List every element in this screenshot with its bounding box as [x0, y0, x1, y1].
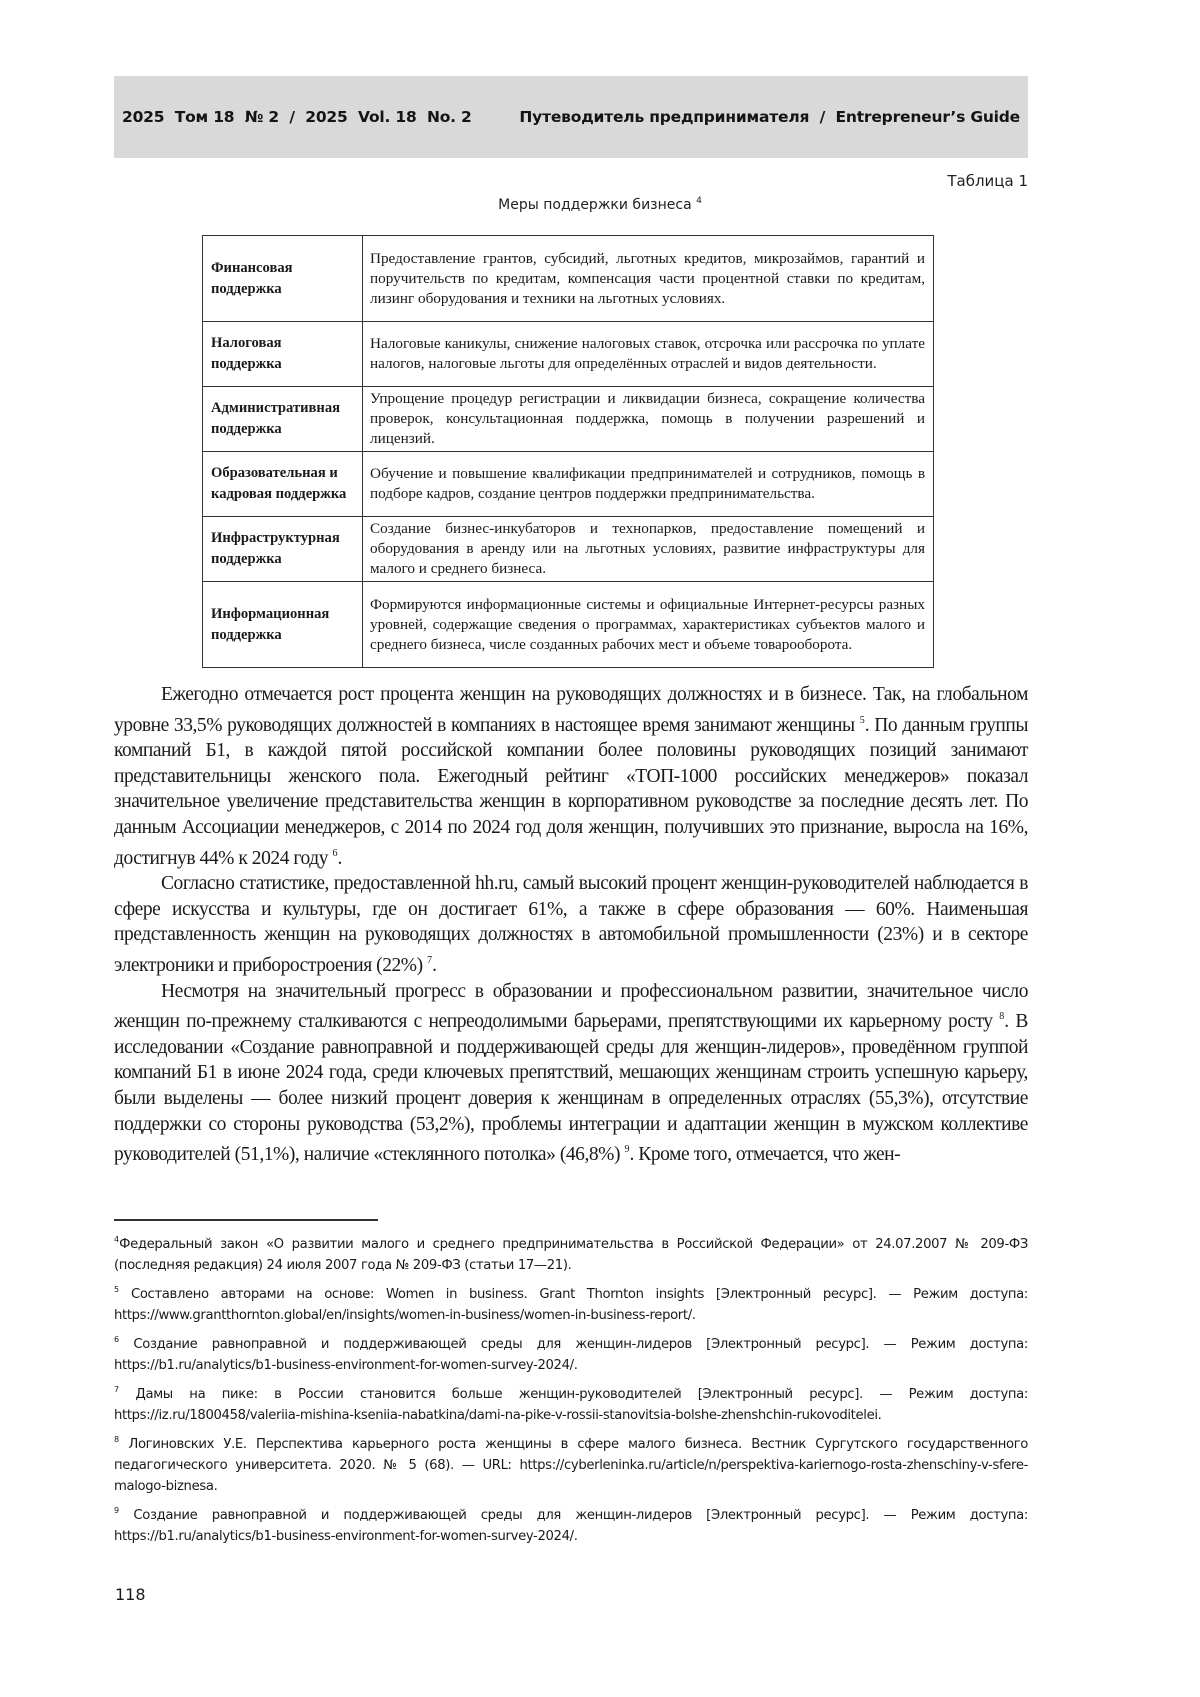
footnote-text: Федеральный закон «О развитии малого и среднего предпринимательства в Российской Федерации» от 24.07.2007 № 209-ФЗ (последняя редакция) 24 июля 2007 года № 209-ФЗ (статьи 17—21). — [114, 1237, 1028, 1273]
footnote — [114, 1379, 1028, 1426]
paragraph-text: Согласно статистике, предоставленной hh.ru, самый высокий процент женщин-руководителей наблюдается в сфере искусства и культуры, где он достигает 61%, а также в сфере образования — 60%. Наименьшая представленность женщин на руководящих должностях в автомобильной промышленности (23%) и в секторе электроники и приборостроения (22%) — [114, 873, 1028, 976]
footnote-ref[interactable]: 6 — [332, 847, 338, 859]
table-row — [203, 452, 934, 517]
footnote-number: 6 — [114, 1335, 120, 1344]
table-cell-description: Налоговые каникулы, снижение налоговых ставок, отсрочка или рассрочка по уплате налогов, налоговые льготы для определённых отраслей и видов деятельности. — [363, 322, 934, 387]
paragraph-text: . В исследовании «Создание равноправной и поддерживающей среды для женщин-лидеров», проведённом группой компаний Б1 в июне 2024 года, среди ключевых препятствий, мешающих женщинам строить успешную карьеру, были выделены — более низкий процент доверия к женщинам в определенных отраслях (55,3%), отсутствие поддержки со стороны руководства (53,2%), проблемы интеграции и адаптации женщин в мужском коллективе руководителей (51,1%), наличие «стеклянного потолка» (46,8%) — [114, 1011, 1028, 1166]
table-row — [203, 582, 934, 668]
table-cell-category: Административная поддержка — [203, 387, 363, 452]
article-body — [114, 682, 1028, 1168]
table-title-text: Меры поддержки бизнеса — [498, 197, 692, 213]
table-cell-category: Информационная поддержка — [203, 582, 363, 668]
footnote-ref[interactable]: 8 — [999, 1011, 1005, 1023]
footnote-number: 8 — [114, 1435, 120, 1444]
paragraph-text: . Кроме того, отмечается, что жен- — [629, 1144, 901, 1166]
table-row — [203, 322, 934, 387]
footnote-text: Составлено авторами на основе: Women in business. Grant Thornton insights [Электронный ресурс]. — Режим доступа: https://www.grantthornton.global/en/insights/women-in-business/women-in-business-report/. — [114, 1287, 1028, 1323]
footnote-ref[interactable]: 9 — [624, 1144, 630, 1156]
page-number: 118 — [115, 1585, 146, 1604]
table-label: Таблица 1 — [947, 172, 1028, 190]
table-cell-description: Упрощение процедур регистрации и ликвидации бизнеса, сокращение количества проверок, консультационная поддержка, помощь в получении разрешений и лицензий. — [363, 387, 934, 452]
table-cell-category: Инфраструктурная поддержка — [203, 517, 363, 582]
running-header — [114, 76, 1028, 158]
table-row — [203, 387, 934, 452]
footnote-ref[interactable]: 5 — [859, 714, 865, 726]
table-title-footnote-ref[interactable]: 4 — [696, 196, 702, 206]
footnote — [114, 1329, 1028, 1376]
footnote-text: Создание равноправной и поддерживающей среды для женщин-лидеров [Электронный ресурс]. — Режим доступа: https://b1.ru/analytics/b1-business-environment-for-women-survey-2024/. — [114, 1508, 1028, 1544]
table-cell-description: Создание бизнес-инкубаторов и технопарков, предоставление помещений и оборудования в аренду или на льготных условиях, развитие инфраструктуры для малого и среднего бизнеса. — [363, 517, 934, 582]
table-row — [203, 517, 934, 582]
footnote-ref[interactable]: 7 — [427, 954, 433, 966]
table-row — [203, 236, 934, 322]
footnote — [114, 1229, 1028, 1276]
table-cell-description: Обучение и повышение квалификации предпринимателей и сотрудников, помощь в подборе кадров, создание центров поддержки предпринимательства. — [363, 452, 934, 517]
paragraph-text: . По данным группы компаний Б1, в каждой пятой российской компании более половины руководящих позиций занимают представительницы женского пола. Ежегодный рейтинг «ТОП-1000 российских менеджеров» показал значительное увеличение представительства женщин в корпоративном руководстве за последние десять лет. По данным Ассоциации менеджеров, с 2014 по 2024 год доля женщин, получивших это признание, выросла на 16%, достигнув 44% к 2024 году — [114, 714, 1028, 869]
paragraph-text: . — [432, 954, 437, 976]
table-cell-category: Финансовая поддержка — [203, 236, 363, 322]
table-title — [0, 196, 1200, 213]
paragraph — [114, 979, 1028, 1168]
footnote-number: 5 — [114, 1285, 120, 1294]
paragraph — [114, 682, 1028, 871]
table-cell-category: Образовательная и кадровая поддержка — [203, 452, 363, 517]
table-cell-description: Предоставление грантов, субсидий, льготных кредитов, микрозаймов, гарантий и поручительств по кредитам, компенсация части процентной ставки по кредитам, лизинг оборудования и техники на льготных условиях. — [363, 236, 934, 322]
paragraph-text: Несмотря на значительный прогресс в образовании и профессиональном развитии, значительное число женщин по-прежнему сталкиваются с непреодолимыми барьерами, препятствующими их карьерному росту — [114, 980, 1028, 1033]
footnote — [114, 1500, 1028, 1547]
footnotes — [114, 1229, 1028, 1550]
footnote — [114, 1279, 1028, 1326]
paragraph-text: Ежегодно отмечается рост процента женщин на руководящих должностях и в бизнесе. Так, на глобальном уровне 33,5% руководящих должностей в компаниях в настоящее время занимают женщины — [114, 684, 1028, 736]
journal-title: Путеводитель предпринимателя / Entrepreneur’s Guide — [519, 108, 1020, 126]
footnote — [114, 1429, 1028, 1497]
paragraph-text: . — [337, 847, 342, 869]
footnote-number: 9 — [114, 1506, 120, 1515]
footnote-text: Дамы на пике: в России становится больше женщин-руководителей [Электронный ресурс]. — Режим доступа: https://iz.ru/1800458/valeriia-mishina-kseniia-nabatkina/dami-na-pike-v-rossii-stanovitsia-bolshe-zhenshchin-rukovoditelei. — [114, 1387, 1028, 1423]
support-measures-table — [202, 235, 934, 668]
footnote-separator — [114, 1219, 378, 1221]
footnote-number: 4 — [114, 1235, 120, 1244]
footnote-number: 7 — [114, 1385, 120, 1394]
footnote-text: Создание равноправной и поддерживающей среды для женщин-лидеров [Электронный ресурс]. — Режим доступа: https://b1.ru/analytics/b1-business-environment-for-women-survey-2024/. — [114, 1337, 1028, 1373]
table-cell-category: Налоговая поддержка — [203, 322, 363, 387]
journal-issue-info: 2025 Том 18 № 2 / 2025 Vol. 18 No. 2 — [122, 108, 472, 126]
footnote-text: Логиновских У.Е. Перспектива карьерного роста женщины в сфере малого бизнеса. Вестник Сургутского государственного педагогического университета. 2020. № 5 (68). — URL: https://cyberleninka.ru/article/n/perspektiva-kariernogo-rosta-zhenschiny-v-sfere-malogo-biznesa. — [114, 1437, 1028, 1494]
paragraph — [114, 871, 1028, 978]
table-cell-description: Формируются информационные системы и официальные Интернет-ресурсы разных уровней, содержащие сведения о программах, характеристиках субъектов малого и среднего бизнеса, числе созданных рабочих мест и объеме товарооборота. — [363, 582, 934, 668]
